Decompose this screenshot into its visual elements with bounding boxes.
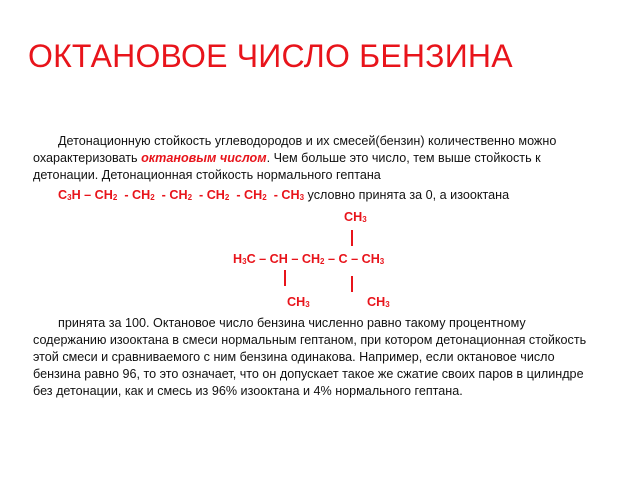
heptane-note: условно принята за 0, а изооктана bbox=[304, 188, 510, 202]
heptane-formula bbox=[58, 187, 509, 206]
explanation-paragraph bbox=[33, 315, 598, 400]
slide-title: ОКТАНОВОЕ ЧИСЛО БЕНЗИНА bbox=[28, 38, 513, 74]
octane-number-term: октановым числом bbox=[141, 151, 267, 165]
isooctane-bottom-right-methyl bbox=[367, 294, 390, 313]
heptane-c1: C bbox=[58, 188, 68, 202]
isooctane-main-h: H bbox=[233, 252, 243, 266]
bond-top-vertical bbox=[351, 230, 353, 246]
heptane-group: - CH bbox=[266, 188, 300, 202]
isooctane-main-rest: C – CH – CH bbox=[246, 252, 321, 266]
isooctane-main-sub2: 2 bbox=[320, 257, 325, 266]
heptane-group: - CH bbox=[192, 188, 225, 202]
explanation-text: принята за 100. Октановое число бензина численно равно такому процентному содержанию изооктана в смеси нормальным гептаном, при котором детонационная стойкость этой смеси и сравниваемого с ним бензина одинакова. Например, если октановое число бензина равно 96, то это означает, что он допускает такое же сжатие своих паров в цилиндре без детонации, как и смесь из 96% изооктана и 4% нормального гептана. bbox=[33, 316, 587, 398]
isooctane-bottom-right-ch: CH bbox=[367, 295, 386, 309]
heptane-group-sub: 3 bbox=[299, 193, 305, 202]
heptane-group-sub: 2 bbox=[187, 193, 193, 202]
heptane-c1-sub: 3 bbox=[67, 193, 72, 202]
heptane-group: - CH bbox=[117, 188, 151, 202]
heptane-group-sub: 2 bbox=[112, 193, 118, 202]
intro-text: Детонационную стойкость углеводородов и их смесей(бензин) количественно можно охарактеризовать bbox=[33, 134, 557, 165]
bond-bottom-left-vertical bbox=[284, 270, 286, 286]
heptane-c1-tail: H bbox=[71, 188, 81, 202]
bond-bottom-right-vertical bbox=[351, 276, 353, 292]
heptane-group-sub: 2 bbox=[262, 193, 267, 202]
isooctane-bottom-left-ch: CH bbox=[287, 295, 306, 309]
heptane-group-sub: 2 bbox=[224, 193, 230, 202]
heptane-group: - CH bbox=[154, 188, 188, 202]
isooctane-top-sub: 3 bbox=[362, 215, 367, 224]
intro-paragraph bbox=[33, 133, 598, 184]
isooctane-bottom-right-sub: 3 bbox=[385, 300, 390, 309]
heptane-group: – CH bbox=[80, 188, 113, 202]
isooctane-main-chain bbox=[233, 251, 384, 270]
intro-text-continued: . Чем больше это число, тем выше стойкость к детонации. Детонационная стойкость нормального гептана bbox=[33, 151, 541, 182]
isooctane-main-sub3: 3 bbox=[379, 257, 385, 266]
isooctane-top-ch: CH bbox=[344, 210, 363, 224]
isooctane-top-methyl bbox=[344, 209, 367, 228]
isooctane-bottom-left-methyl bbox=[287, 294, 310, 313]
isooctane-bottom-left-sub: 3 bbox=[305, 300, 310, 309]
isooctane-main-tail: – C – CH bbox=[324, 252, 380, 266]
isooctane-main-sub: 3 bbox=[242, 257, 247, 266]
heptane-group: - CH bbox=[229, 188, 263, 202]
heptane-group-sub: 2 bbox=[150, 193, 155, 202]
